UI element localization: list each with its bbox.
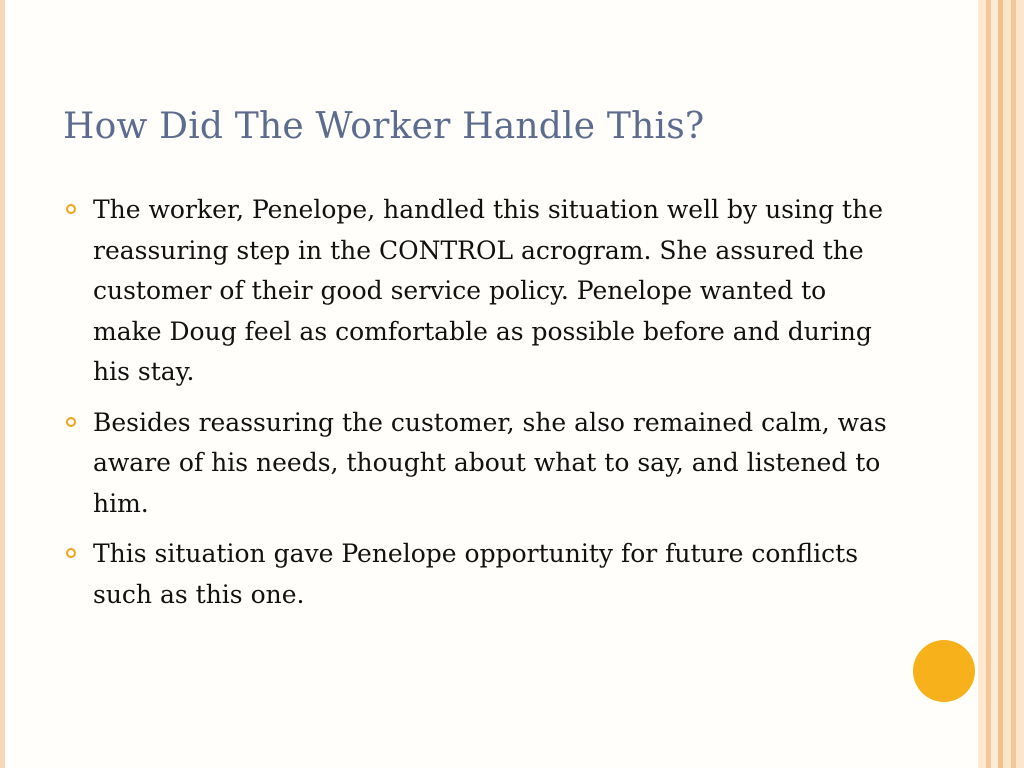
bullet-text: The worker, Penelope, handled this situation well by using the reassuring step in the CONTROL acrogram. She assured the customer of their good service policy. Penelope wanted to make Doug feel as comfortable as possible before and during his stay. bbox=[93, 195, 884, 386]
left-border bbox=[0, 0, 5, 768]
bullet-list bbox=[63, 190, 893, 625]
bullet-item bbox=[63, 403, 893, 525]
stripe bbox=[1016, 0, 1024, 768]
stripe bbox=[978, 0, 986, 768]
orange-ring-bullet-icon bbox=[66, 548, 76, 558]
stripe bbox=[1003, 0, 1011, 768]
slide-title: How Did The Worker Handle This? bbox=[63, 106, 705, 147]
orange-ring-bullet-icon bbox=[66, 204, 76, 214]
bullet-item bbox=[63, 190, 893, 393]
orange-circle-icon bbox=[913, 640, 975, 702]
stripe bbox=[991, 0, 998, 768]
bullet-text: This situation gave Penelope opportunity for future conflicts such as this one. bbox=[93, 539, 859, 609]
orange-ring-bullet-icon bbox=[66, 417, 76, 427]
bullet-item bbox=[63, 534, 893, 615]
bullet-text: Besides reassuring the customer, she also remained calm, was aware of his needs, thought about what to say, and listened to him. bbox=[93, 407, 887, 518]
right-decorative-stripes bbox=[978, 0, 1024, 768]
